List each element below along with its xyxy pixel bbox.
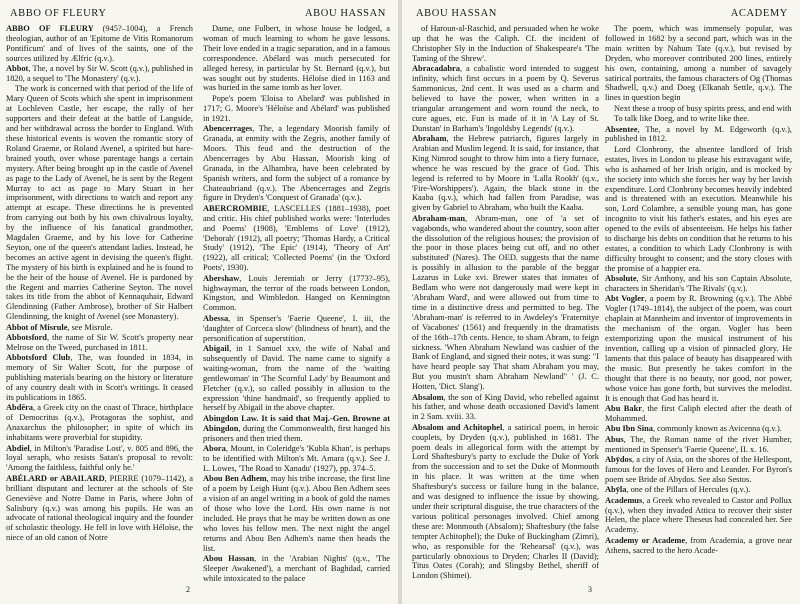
entry-headword: Abȳdos [605, 454, 632, 464]
entry-headword: Absentee [605, 124, 638, 134]
entry-headword: Abraham-man [412, 213, 466, 223]
dictionary-entry: Abdiel, in Milton's 'Paradise Lost', v. 805 and 896, the loyal seraph, who resists Satan's proposal to revolt: 'Among the faithless, faithful only he.' [6, 443, 193, 473]
right-page [402, 0, 800, 604]
dictionary-entry: Abessa, in Spenser's 'Faerie Queene', I. iii, the 'daughter of Corceca slow' (blindness of heart), and the personification of superstition. [203, 313, 390, 343]
dictionary-entry: ABÉLARD or ABAILARD, PIERRE (1079–1142), a brilliant disputant and lecturer at the schools of Ste Geneviève and Notre Dame in Paris, where John of Salisbury (q.v.) was among his pupils. He was an advocate of rational theological inquiry and the founder of scholastic theology. He fell in love with Héloïse, the niece of an old canon of Notre [6, 473, 193, 543]
dictionary-entry: Abraham-man, Abram-man, one of 'a set of vagabonds, who wandered about the country, soon after the dissolution of the religious houses; the provision of the poor in those places being cut off, and no other substituted' (Nares). The OED. suggests that the name is possibly in allusion to the parable of the beggar Lazarus in Luke xvi. Brewer states that inmates of Bedlam who were not dangerously mad were kept in 'Abraham Ward', and were allowed out from time to time in a distinctive dress and permitted to beg. The 'Abraham-man' is referred to in Awdeley's 'Fraternitye of Vacabones' (1561) and frequently in the dramatists of the 16th–17th cents. Hence, to sham Abram, to feign sickness. 'When Abraham Newland was cashier of the Bank of England, and signed their notes, it was sung: "I have heard people say That sham Abraham you may, But you mustn't sham Abraham Newland" ' (J. C. Hotten, 'Dict. Slang'). [412, 213, 599, 392]
entry-headword: Absalom [412, 392, 444, 402]
dictionary-entry: Abraham, the Hebrew patriarch, figures largely in Arabian and Muslim legend. It is said, for instance, that King Nimrod sought to throw him into a fiery furnace, whence he was rescued by the grace of God. This legend is referred to by Moore in 'Lalla Rookh' (q.v., 'Fire-Worshippers'). Again, the black stone in the Kaaba (q.v.), which had fallen from Paradise, was given by Gabriel to Abraham, who built the Kaaba. [412, 133, 599, 213]
running-head-right: ABOU HASSAN [305, 8, 386, 19]
dictionary-entry: Abbot, The, a novel by Sir W. Scott (q.v.), published in 1820, a sequel to 'The Monastery' (q.v.). [6, 64, 193, 84]
entry-headword: Abencerrages [203, 124, 253, 134]
dictionary-entry: Abȳdos, a city of Asia, on the shores of the Hellespont, famous for the loves of Hero and Leander. For Byron's poem see Bride of Abydos. See also Sestos. [605, 454, 792, 484]
dictionary-entry: Abt Vogler, a poem by R. Browning (q.v.). The Abbé Vogler (1749–1814), the subject of the poem, was court chaplain at Mannheim and inventor of improvements in the mechanism of the organ. Vogler has been extemporizing upon the musical instrument of his invention, calling up a vision of pinnacled glory. He laments that this palace of beauty has disappeared with the music. But presently he takes comfort in the thought that there is no beauty, nor good, nor power, whose voice has gone forth, but survives the melodist. It is enough that God has heard it. [605, 294, 792, 403]
dictionary-entry: Abigail, in 1 Samuel xxv, the wife of Nabal and subsequently of David. The name came to signify a waiting-woman, from the name of the 'waiting gentlewoman' in 'The Scornful Lady' by Beaumont and Fletcher (q.v.), so called possibly in allusion to the expression 'thine handmaid', so frequently applied to herself by Abigail in the above chapter. [203, 344, 390, 413]
entry-headword: Abbotsford Club [6, 353, 71, 363]
dictionary-entry: Pope's poem 'Eloisa to Abelard' was published in 1717; G. Moore's 'Héloïse and Abélard' was published in 1921. [203, 93, 390, 123]
left-page [0, 0, 398, 604]
dictionary-entry: Abdēra, a Greek city on the coast of Thrace, birthplace of Democritus (q.v.), Protagoras the sophist, and Anaxarchus the philosopher; in spite of which its inhabitants were proverbial for stupidity. [6, 403, 193, 443]
dictionary-entry: Absolute, Sir Anthony, and his son Captain Absolute, characters in Sheridan's 'The Rivals' (q.v.). [605, 274, 792, 294]
entry-headword: Absolute [605, 274, 637, 284]
dictionary-entry: Abencerrages, The, a legendary Moorish family of Granada, at enmity with the Zegris, another family of Moors. This feud and the destruction of the Abencerrages by Abu Hassan, Moorish king of Granada, in the Alhambra, have been celebrated by Spanish writers, and form the subject of a romance by Chateaubriand (q.v.). The Abencerrages and Zegris figure in Dryden's 'Conquest of Granada' (q.v.). [203, 124, 390, 203]
entry-headword: Abȳla [605, 485, 627, 495]
dictionary-entry: Absalom and Achitophel, a satirical poem, in heroic couplets, by Dryden (q.v.), published in 1681. The poem deals in allegorical form with the attempt by Lord Shaftesbury's party to exclude the Duke of York from the succession and to set the Duke of Monmouth in his place. It was written at the time when Shaftesbury's success or failure hung in the balance, and was designed to influence the issue by showing, under their scriptural disguise, the true characters of the various political personages involved. Chief among these are: Monmouth (Absalom); Shaftesbury (the false tempter Achitophel); the Duke of Buckingham (Zimri), who, as responsible for the 'Rehearsal' (q.v.), was particularly obnoxious to Dryden; Charles II (David); Titus Oates (Corah); and Slingsby Bethel, sheriff of London (Shimei). [412, 422, 599, 581]
entry-headword: Abou Hassan [203, 554, 255, 564]
dictionary-entry: Absentee, The, a novel by M. Edgeworth (q.v.), published in 1812. [605, 124, 792, 144]
entry-headword: Abu Bakr [605, 403, 642, 413]
entry-headword: Absalom and Achitophel [412, 422, 503, 432]
entry-headword: Abbot [6, 64, 29, 74]
entry-headword: Abora [203, 444, 226, 454]
entry-headword: Abus [605, 434, 624, 444]
page-columns [412, 24, 792, 584]
entry-headword: Abracadabra [412, 64, 460, 74]
entry-headword: Abu Ibn Sina [605, 424, 653, 434]
dictionary-entry: ABBO OF FLEURY (945?–1004), a French theologian, author of an 'Epitome de Vitis Romanorum Pontificum' and of lives of the saints, one of the sources utilized by Ælfric (q.v.). [6, 24, 193, 63]
entry-headword: Abershaw [203, 273, 240, 283]
column-2 [203, 24, 390, 584]
page-columns [6, 24, 390, 584]
dictionary-entry: Dame, one Fulbert, in whose house he lodged, a woman of much learning to whom he gave lessons. Their love ended in a tragic separation, and in a famous correspondence. Abélard was much persecuted for alleged heresy, in particular by St. Bernard (q.v.), but was sought out by students. Héloïse died in 1163 and was buried in the same tomb as her lover. [203, 24, 390, 93]
dictionary-entry: Abbot of Misrule, see Misrule. [6, 322, 113, 332]
dictionary-entry: Abershaw, Louis Jeremiah or Jerry (1773?–95), highwayman, the terror of the roads between London, Kingston, and Wimbledon. Hanged on Kennington Common. [203, 273, 390, 313]
dictionary-entry: Abracadabra, a cabalistic word intended to suggest infinity, which first occurs in a poem by Q. Severus Sammonicus, 2nd cent. It was used as a charm and believed to have the power, when written in a triangular arrangement and worn round the neck, to cure agues, etc. Fun is made of it in 'A Lay of St. Dunstan' in Barham's 'Ingoldsby Legends' (q.v.). [412, 64, 599, 133]
entry-headword: Abou Ben Adhem [203, 474, 267, 484]
running-head-right: ACADEMY [730, 8, 788, 19]
entry-headword: ABBO OF FLEURY [6, 24, 103, 33]
dictionary-entry: The work is concerned with that period of the life of Mary Queen of Scots which she spent in imprisonment at Lochleven Castle, her escape, the rally of her supporters and their defeat at the battle of Langside, and her withdrawal across the border to England. With these historical events is woven the romantic story of Roland Graeme, or Roland Avenel, a spirited but hare-brained youth, over whose parentage hangs a certain mystery. After being brought up in the castle of Avenel as page to the Lady of Avenel, he is sent by the Regent Murray to act as page to Mary Stuart in her imprisonment, with directions to watch and report any attempt at escape. These directions he is prevented from carrying out both by his own chivalrous loyalty, by the influence of his fanatical grandmother, Magdalen Graeme, and by his love for Catherine Seyton, one of the queen's attendant ladies. Instead, he becomes an active agent in devising the queen's flight. The mystery of his birth is explained and he is found to be the heir of the house of Avenel. He is pardoned by the Regent and marries Catherine Seyton. The novel takes its title from the abbot of Kennaquhair, Edward Glendinning (Father Ambrose), brother of Sir Halbert Glendinning, the knight of Avenel (see Monastery). [6, 84, 193, 322]
dictionary-entry: Academy or Academe, from Academia, a grove near Athens, sacred to the hero Acade- [605, 535, 792, 555]
column-1 [412, 24, 599, 584]
entry-headword: Abdēra [6, 403, 33, 413]
dictionary-entry: Abou Hassan, in the 'Arabian Nights' (q.v., 'The Sleeper Awakened'), a merchant of Baghdad, carried while intoxicated to the palace [203, 554, 390, 583]
column-2 [605, 24, 792, 584]
entry-headword: Abingdon Law. It is said that Maj.-Gen. Browne at Abingdon [203, 413, 390, 433]
dictionary-entry: Abbotsford, the name of Sir W. Scott's property near Melrose on the Tweed, purchased in 1811. [6, 333, 193, 352]
running-head [6, 6, 390, 24]
entry-headword: Abbot of Misrule [6, 322, 68, 332]
running-head-left: ABBO OF FLEURY [10, 8, 107, 19]
entry-headword: ABERCROMBIE [203, 203, 268, 213]
dictionary-entry: of Haroun-al-Raschid, and persuaded when he woke up that he was the Caliph. Cf. the incident of Christopher Sly in the Induction of Shakespeare's 'The Taming of the Shrew'. [412, 24, 599, 63]
entry-headword: Abraham [412, 133, 447, 143]
entry-headword: Academus [605, 495, 643, 505]
dictionary-entry: Abu Ibn Sina, commonly known as Avicenna (q.v.). [605, 424, 782, 434]
entry-headword: ABÉLARD or ABAILARD [6, 473, 105, 483]
running-head [412, 6, 792, 24]
entry-headword: Academy or Academe [605, 535, 686, 545]
dictionary-entry: Abora, Mount, in Coleridge's 'Kubla Khan', is perhaps to be identified with Milton's Mt. Amara (q.v.). See J. L. Lowes, 'The Road to Xanadu' (1927), pp. 374–5. [203, 444, 390, 473]
dictionary-entry: Abbotsford Club, The, was founded in 1834, in memory of Sir Walter Scott, for the purpose of publishing materials bearing on the history or literature of any country dealt with in Scott's writings. It ceased its publications in 1865. [6, 353, 193, 403]
dictionary-entry: Abou Ben Adhem, may his tribe increase, the first line of a poem by Leigh Hunt (q.v.). Abou Ben Adhem sees a vision of an angel writing in a book of gold the names of those who love the Lord. His own name is not included. He prays that he may be written down as one who loves his fellow men. The next night the angel returns and Abou Ben Adhem's name then heads the list. [203, 474, 390, 553]
entry-headword: Abessa [203, 313, 229, 323]
column-1 [6, 24, 193, 584]
page-number: 2 [186, 585, 190, 594]
running-head-left: ABOU HASSAN [416, 8, 497, 19]
dictionary-entry: Abȳla, one of the Pillars of Hercules (q.v.). [605, 485, 751, 495]
dictionary-entry: ABERCROMBIE, LASCELLES (1881–1938), poet and critic. His chief published works were: 'Interludes and Poems' (1908), 'Emblems of Love' (1912), 'Deborah' (1912), all poetry; 'Thomas Hardy, a Critical Study' (1912), 'The Epic' (1914), 'Theory of Art' (1922), all critical; 'Collected Poems' (in the 'Oxford Poets', 1930). [203, 203, 390, 273]
dictionary-entry: Academus, a Greek who revealed to Castor and Pollux (q.v.), when they invaded Attica to recover their sister Helen, the place where Theseus had concealed her. See Academy. [605, 495, 792, 535]
dictionary-entry: Lord Clonbrony, the absentee landlord of Irish estates, lives in London to please his extravagant wife, who is ashamed of her Irish origin, and is mocked by the society into which she forces her way by her lavish expenditure. Lord Clonbrony becomes heavily indebted and is threatened with an execution. Meanwhile his son, Lord Colambre, a sensible young man, has gone incognito to visit his father's estates, and his eyes are opened to the evils of absenteeism. He helps his father to discharge his debts on condition that he returns to his estates, a condition to which Lady Clonbrony is with difficulty brought to consent; and the story closes with the promise of a happier era. [605, 144, 792, 273]
dictionary-entry: Abingdon Law. It is said that Maj.-Gen. Browne at Abingdon, during the Commonwealth, first hanged his prisoners and then tried them. [203, 413, 390, 443]
page-number: 3 [588, 585, 592, 594]
dictionary-entry: Next these a troop of busy spirits press, and end with [614, 103, 792, 113]
entry-headword: Abt Vogler [605, 294, 645, 304]
entry-headword: Abdiel [6, 443, 30, 453]
dictionary-entry: Absalom, the son of King David, who rebelled against his father, and whose death occasioned David's lament in 2 Sam. xviii. 33. [412, 392, 599, 422]
dictionary-entry: Abu Bakr, the first Caliph elected after the death of Mohammed. [605, 403, 792, 423]
entry-headword: Abigail [203, 344, 230, 353]
dictionary-entry: The poem, which was immensely popular, was followed in 1682 by a second part, which was in the main written by Nahum Tate (q.v.), but revised by Dryden, who moreover contributed 200 lines, entirely his own, containing, among a number of savagely satirical portraits, the famous characters of Og (Thomas Shadwell, q.v.) and Doeg (Elkanah Settle, q.v.). The lines in question begin [605, 24, 792, 103]
entry-headword: Abbotsford [6, 333, 47, 343]
dictionary-entry: Abus, The, the Roman name of the river Humber, mentioned in Spenser's 'Faerie Queene', II. x. 16. [605, 434, 792, 454]
dictionary-entry: To talk like Doeg, and to write like thee. [614, 114, 750, 124]
